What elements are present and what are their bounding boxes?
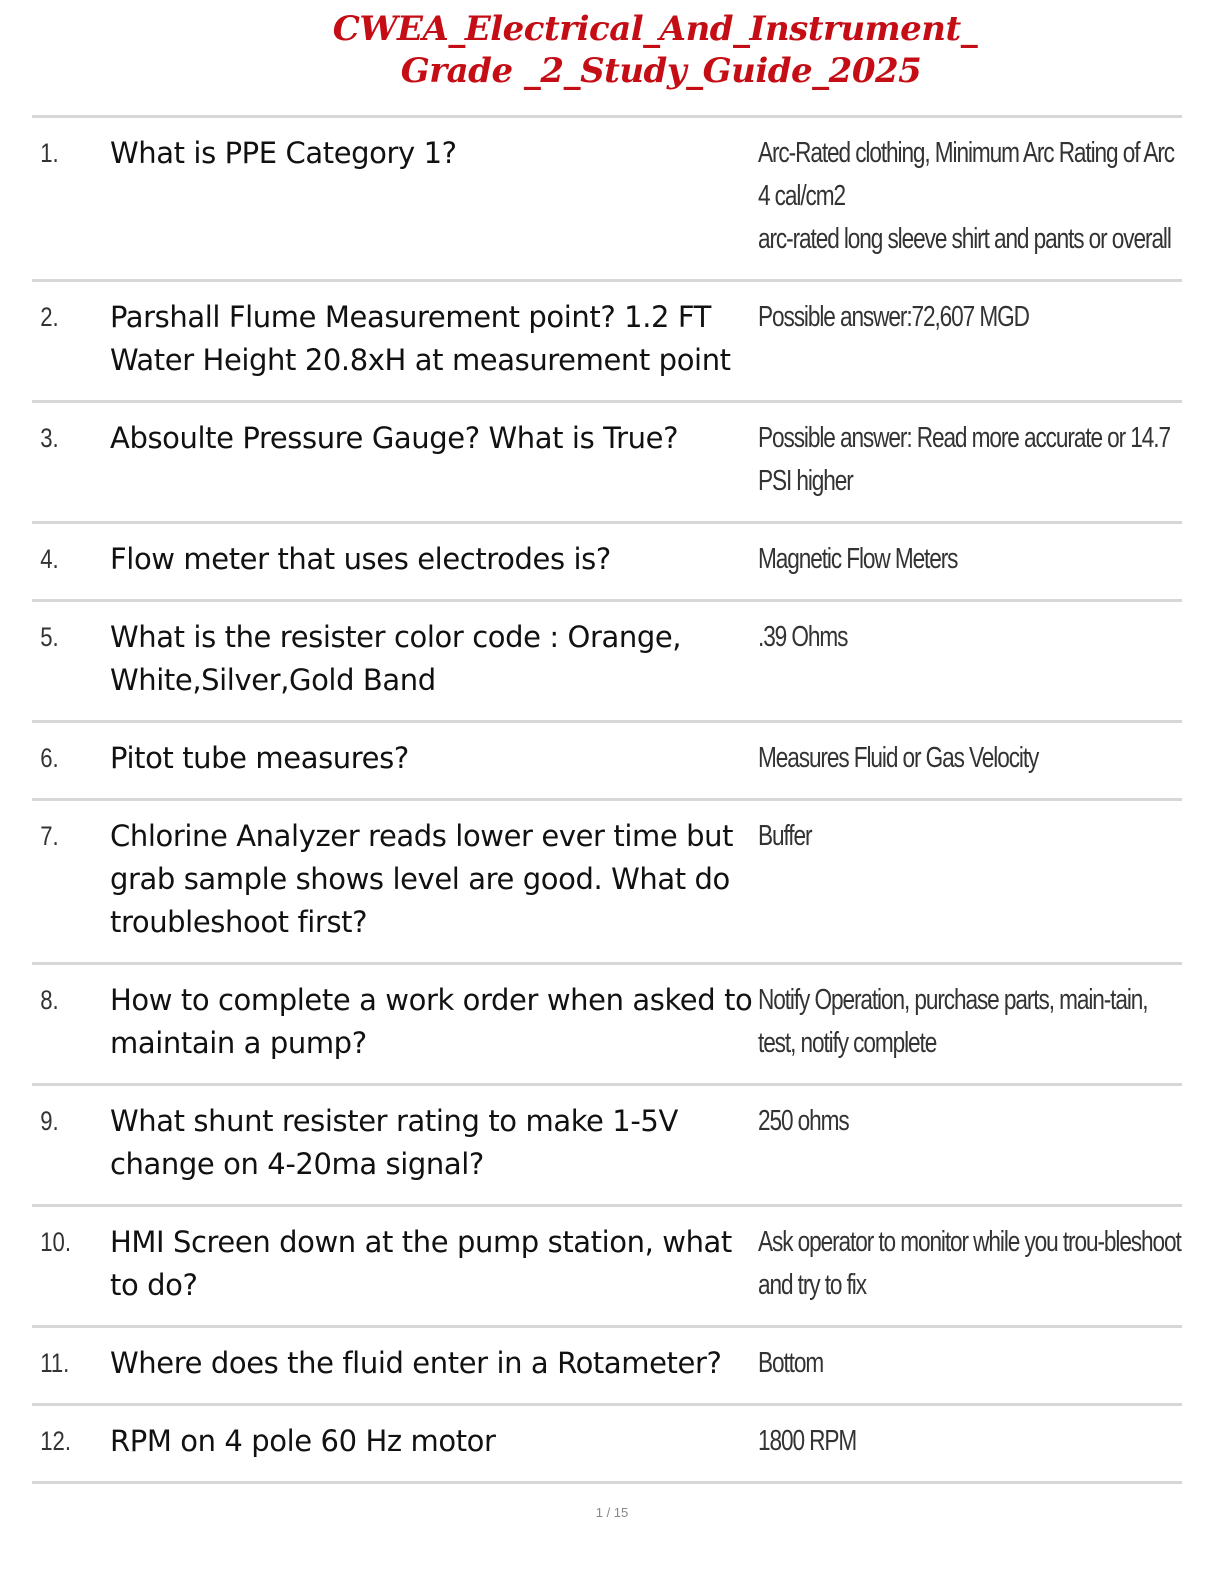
- answer-text: [758, 1100, 1182, 1186]
- question-text: Pitot tube measures?: [110, 741, 409, 775]
- qa-table: [32, 115, 1182, 1484]
- answer-text: [758, 1342, 1182, 1385]
- document-title: [0, 8, 1224, 92]
- row-number: 2.: [40, 302, 59, 332]
- row-number: 11.: [40, 1348, 70, 1378]
- answer-value: Possible answer: Read more accurate or 14.7 PSI higher: [758, 422, 1170, 497]
- answer-text: [758, 737, 1182, 780]
- title-line-2: Grade _2_Study_Guide_2025: [400, 51, 922, 91]
- row-number: 7.: [40, 821, 59, 851]
- answer-value: Arc-Rated clothing, Minimum Arc Rating of Arc 4 cal/cm2 arc-rated long sleeve shirt and pants or overall: [758, 137, 1174, 255]
- qa-row: [32, 962, 1182, 1083]
- question-text: What is the resister color code : Orange, White,Silver,Gold Band: [110, 620, 682, 697]
- row-number: 5.: [40, 622, 59, 652]
- row-number: 8.: [40, 985, 59, 1015]
- answer-text: [758, 979, 1182, 1065]
- row-number: 4.: [40, 544, 59, 574]
- answer-text: [758, 132, 1182, 261]
- answer-value: Buffer: [758, 820, 812, 852]
- qa-row: [32, 521, 1182, 599]
- question-text: Chlorine Analyzer reads lower ever time but grab sample shows level are good. What do troubleshoot first?: [110, 819, 734, 939]
- answer-value: Bottom: [758, 1347, 824, 1379]
- title-line-1: CWEA_Electrical_And_Instrument_: [332, 9, 978, 49]
- qa-row: [32, 1403, 1182, 1484]
- question-text: Absoulte Pressure Gauge? What is True?: [110, 421, 679, 455]
- qa-row: [32, 1083, 1182, 1204]
- answer-value: Ask operator to monitor while you trou-bleshoot and try to fix: [758, 1226, 1181, 1301]
- answer-value: 1800 RPM: [758, 1425, 857, 1457]
- question-text: How to complete a work order when asked to maintain a pump?: [110, 983, 753, 1060]
- qa-row: [32, 279, 1182, 400]
- row-number: 6.: [40, 743, 59, 773]
- row-number: 1.: [40, 138, 59, 168]
- question-text: RPM on 4 pole 60 Hz motor: [110, 1424, 496, 1458]
- row-number: 9.: [40, 1106, 59, 1136]
- qa-row: [32, 1325, 1182, 1403]
- question-text: Flow meter that uses electrodes is?: [110, 542, 611, 576]
- answer-text: [758, 417, 1182, 503]
- question-text: What shunt resister rating to make 1-5V change on 4-20ma signal?: [110, 1104, 678, 1181]
- row-number: 3.: [40, 423, 59, 453]
- answer-value: .39 Ohms: [758, 621, 848, 653]
- answer-value: Measures Fluid or Gas Velocity: [758, 742, 1039, 774]
- row-number: 12.: [40, 1426, 71, 1456]
- page-number: 1 / 15: [595, 1505, 629, 1520]
- question-text: What is PPE Category 1?: [110, 136, 457, 170]
- row-number: 10.: [40, 1227, 71, 1257]
- qa-row: [32, 798, 1182, 962]
- qa-row: [32, 115, 1182, 279]
- answer-value: 250 ohms: [758, 1105, 849, 1137]
- qa-row: [32, 599, 1182, 720]
- answer-text: [758, 538, 1182, 581]
- answer-text: [758, 616, 1182, 702]
- answer-value: Magnetic Flow Meters: [758, 543, 958, 575]
- answer-value: Possible answer:72,607 MGD: [758, 301, 1029, 333]
- qa-row: [32, 1204, 1182, 1325]
- question-text: Parshall Flume Measurement point? 1.2 FT Water Height 20.8xH at measurement point: [110, 300, 731, 377]
- answer-text: [758, 1221, 1182, 1307]
- qa-row: [32, 400, 1182, 521]
- qa-row: [32, 720, 1182, 798]
- answer-text: [758, 296, 1182, 382]
- question-text: Where does the fluid enter in a Rotameter?: [110, 1346, 722, 1380]
- answer-text: [758, 1420, 1182, 1463]
- answer-text: [758, 815, 1182, 944]
- answer-value: Notify Operation, purchase parts, main-tain, test, notify complete: [758, 984, 1148, 1059]
- question-text: HMI Screen down at the pump station, what to do?: [110, 1225, 732, 1302]
